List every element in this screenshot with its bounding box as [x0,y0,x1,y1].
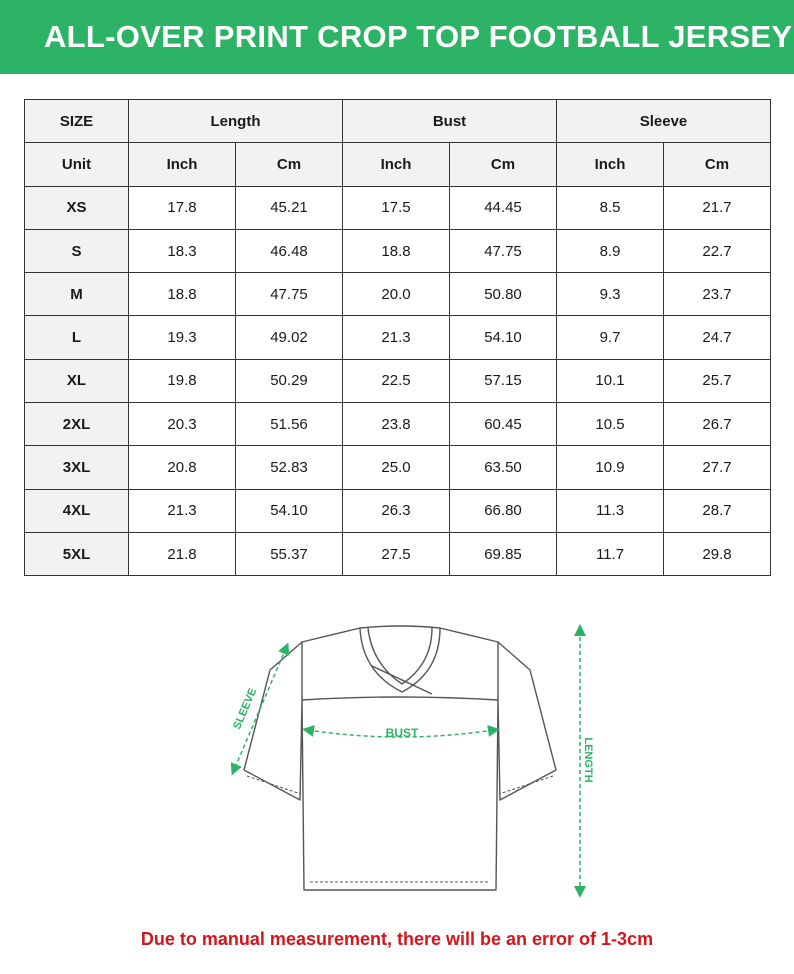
table-row [25,316,771,359]
measurement-note: Due to manual measurement, there will be an error of 1-3cm [140,929,654,949]
size-cell: XL [25,359,129,402]
bust-header: Bust [343,100,557,143]
measurement-cell: 18.8 [343,229,450,272]
table-row [25,446,771,489]
size-cell: L [25,316,129,359]
measurement-cell: 21.3 [343,316,450,359]
measurement-cell: 28.7 [664,489,771,532]
measurement-cell: 55.37 [236,532,343,575]
measurement-cell: 57.15 [450,359,557,402]
measurement-cell: 50.80 [450,273,557,316]
measurement-cell: 45.21 [236,186,343,229]
measurement-cell: 11.7 [557,532,664,575]
unit-cell: Inch [129,143,236,186]
measurement-cell: 10.5 [557,403,664,446]
size-cell: 4XL [25,489,129,532]
size-cell: XS [25,186,129,229]
measurement-cell: 21.7 [664,186,771,229]
length-header: Length [129,100,343,143]
measurement-cell: 51.56 [236,403,343,446]
measurement-cell: 18.8 [129,273,236,316]
measurement-cell: 66.80 [450,489,557,532]
measurement-cell: 22.5 [343,359,450,402]
measurement-cell: 47.75 [236,273,343,316]
measurement-cell: 19.3 [129,316,236,359]
unit-header-row [25,143,771,186]
measurement-cell: 17.5 [343,186,450,229]
measurement-cell: 54.10 [236,489,343,532]
size-cell: 5XL [25,532,129,575]
sleeve-label: SLEEVE [231,686,260,732]
measurement-cell: 23.8 [343,403,450,446]
measurement-cell: 25.7 [664,359,771,402]
measurement-cell: 19.8 [129,359,236,402]
measurement-cell: 20.3 [129,403,236,446]
size-cell: S [25,229,129,272]
measurement-cell: 10.9 [557,446,664,489]
table-row [25,273,771,316]
size-cell: M [25,273,129,316]
measurement-cell: 8.9 [557,229,664,272]
measurement-cell: 20.0 [343,273,450,316]
measurement-cell: 20.8 [129,446,236,489]
sleeve-header: Sleeve [557,100,771,143]
size-header: SIZE [25,100,129,143]
measurement-cell: 69.85 [450,532,557,575]
unit-cell: Cm [664,143,771,186]
jersey-outline [244,626,556,890]
unit-cell: Inch [343,143,450,186]
measurement-cell: 27.5 [343,532,450,575]
measurement-cell: 8.5 [557,186,664,229]
measurement-cell: 49.02 [236,316,343,359]
measurement-cell: 47.75 [450,229,557,272]
size-cell: 2XL [25,403,129,446]
length-label: LENGTH [582,737,594,783]
measurement-cell: 44.45 [450,186,557,229]
measurement-cell: 9.7 [557,316,664,359]
table-row [25,532,771,575]
measurement-cell: 52.83 [236,446,343,489]
table-row [25,359,771,402]
measurement-cell: 21.3 [129,489,236,532]
page-title: ALL-OVER PRINT CROP TOP FOOTBALL JERSEY [44,19,793,54]
table-row [25,489,771,532]
measurement-cell: 25.0 [343,446,450,489]
measurement-cell: 24.7 [664,316,771,359]
group-header-row [25,100,771,143]
measurement-cell: 60.45 [450,403,557,446]
measurement-cell: 10.1 [557,359,664,402]
measurement-cell: 11.3 [557,489,664,532]
measurement-cell: 50.29 [236,359,343,402]
table-row [25,403,771,446]
measurement-cell: 63.50 [450,446,557,489]
unit-label: Unit [25,143,129,186]
size-cell: 3XL [25,446,129,489]
measurement-cell: 54.10 [450,316,557,359]
table-row [25,186,771,229]
bust-label: BUST [385,726,419,740]
measurement-cell: 27.7 [664,446,771,489]
measurement-cell: 21.8 [129,532,236,575]
measurement-cell: 29.8 [664,532,771,575]
table-row [25,229,771,272]
jersey-diagram [0,600,794,920]
measurement-cell: 18.3 [129,229,236,272]
measurement-cell: 26.7 [664,403,771,446]
measurement-cell: 17.8 [129,186,236,229]
unit-cell: Inch [557,143,664,186]
measurement-cell: 22.7 [664,229,771,272]
size-chart-table [24,99,771,576]
measurement-cell: 9.3 [557,273,664,316]
measurement-cell: 46.48 [236,229,343,272]
measurement-cell: 26.3 [343,489,450,532]
title-banner [0,0,794,74]
measurement-cell: 23.7 [664,273,771,316]
unit-cell: Cm [450,143,557,186]
unit-cell: Cm [236,143,343,186]
